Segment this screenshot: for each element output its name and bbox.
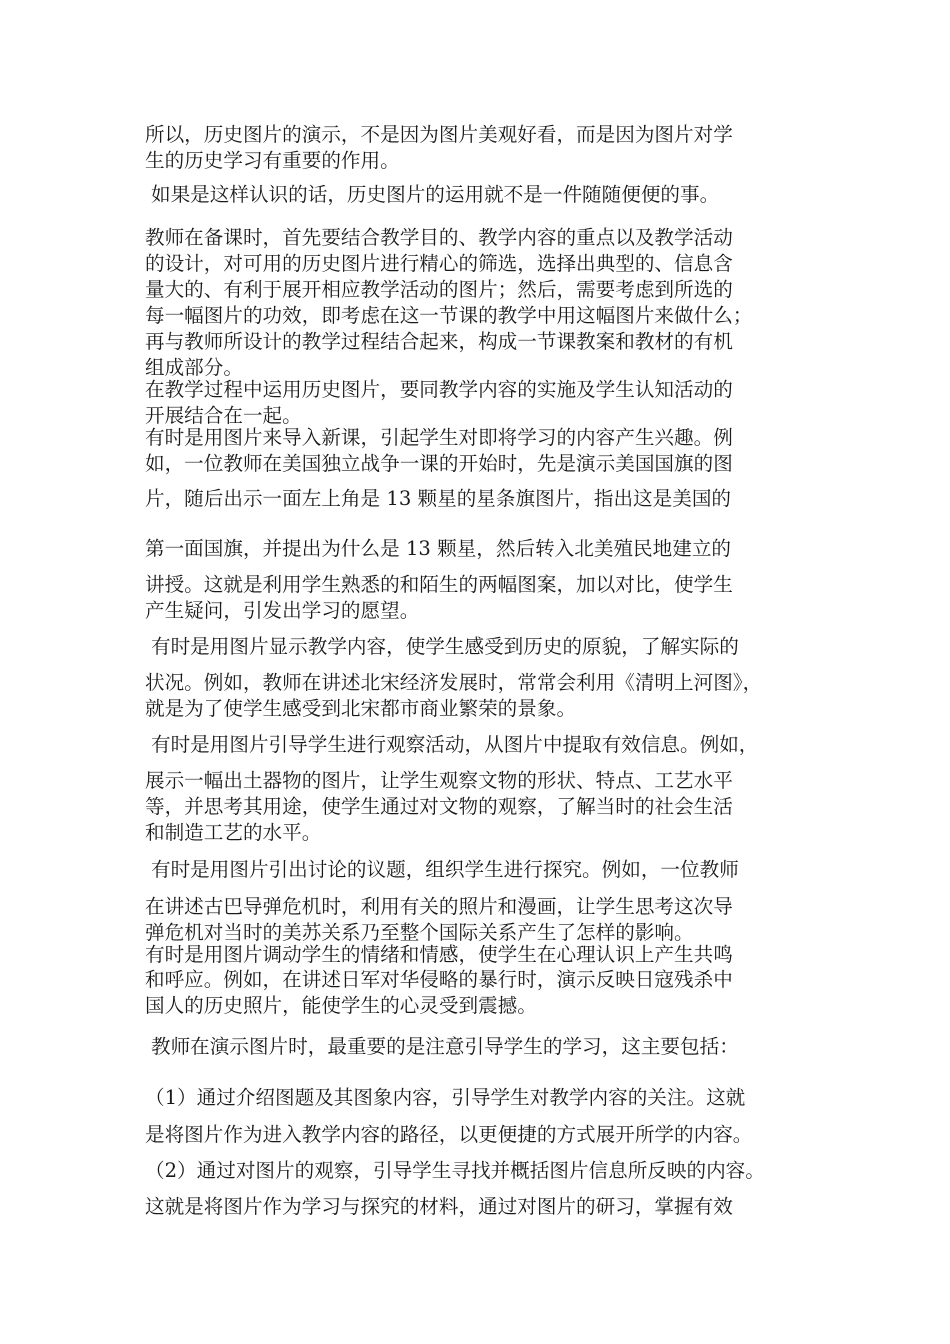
- text-line: 片，随后出示一面左上角是 13 颗星的星条旗图片，指出这是美国的: [145, 487, 732, 510]
- text-line: 组成部分。: [145, 356, 243, 379]
- text-line: 和呼应。例如，在讲述日军对华侵略的暴行时，演示反映日寇残杀中: [145, 968, 733, 991]
- text-line: 有时是用图片引出讨论的议题，组织学生进行探究。例如，一位教师: [151, 858, 739, 881]
- text-line: 教师在演示图片时，最重要的是注意引导学生的学习，这主要包括：: [151, 1035, 739, 1058]
- text-line: 有时是用图片来导入新课，引起学生对即将学习的内容产生兴趣。例: [145, 426, 733, 449]
- text-line: 产生疑问，引发出学习的愿望。: [145, 599, 420, 622]
- text-line: 有时是用图片引导学生进行观察活动，从图片中提取有效信息。例如，: [151, 733, 759, 756]
- text-line: 展示一幅出土器物的图片，让学生观察文物的形状、特点、工艺水平: [145, 769, 733, 792]
- text-line: （1）通过介绍图题及其图象内容，引导学生对教学内容的关注。这就: [145, 1086, 746, 1109]
- text-line: 有时是用图片显示教学内容，使学生感受到历史的原貌，了解实际的: [151, 635, 739, 658]
- text-line: 是将图片作为进入教学内容的路径，以更便捷的方式展开所学的内容。: [145, 1123, 753, 1146]
- text-line: 就是为了使学生感受到北宋都市商业繁荣的景象。: [145, 697, 577, 720]
- text-line: （2）通过对图片的观察，引导学生寻找并概括图片信息所反映的内容。: [145, 1159, 765, 1182]
- text-line: 讲授。这就是利用学生熟悉的和陌生的两幅图案，加以对比，使学生: [145, 573, 733, 596]
- text-line: 等，并思考其用途，使学生通过对文物的观察，了解当时的社会生活: [145, 795, 733, 818]
- text-line: 状况。例如，教师在讲述北宋经济发展时，常常会利用《清明上河图》，: [145, 671, 763, 694]
- text-line: 有时是用图片调动学生的情绪和情感，使学生在心理认识上产生共鸣: [145, 943, 733, 966]
- text-line: 开展结合在一起。: [145, 404, 302, 427]
- text-line: 所以，历史图片的演示，不是因为图片美观好看，而是因为图片对学: [145, 123, 733, 146]
- text-line: 生的历史学习有重要的作用。: [145, 149, 400, 172]
- text-line: 这就是将图片作为学习与探究的材料，通过对图片的研习，掌握有效: [145, 1195, 733, 1218]
- text-line: 再与教师所设计的教学过程结合起来，构成一节课教案和教材的有机: [145, 330, 733, 353]
- text-line: 每一幅图片的功效，即考虑在这一节课的教学中用这幅图片来做什么；: [145, 304, 753, 327]
- text-line: 如，一位教师在美国独立战争一课的开始时，先是演示美国国旗的图: [145, 452, 733, 475]
- text-line: 第一面国旗，并提出为什么是 13 颗星，然后转入北美殖民地建立的: [145, 537, 732, 560]
- text-line: 的设计，对可用的历史图片进行精心的筛选，选择出典型的、信息含: [145, 252, 733, 275]
- text-line: 教师在备课时，首先要结合教学目的、教学内容的重点以及教学活动: [145, 226, 733, 249]
- text-line: 国人的历史照片，能使学生的心灵受到震撼。: [145, 994, 537, 1017]
- text-line: 在教学过程中运用历史图片，要同教学内容的实施及学生认知活动的: [145, 378, 733, 401]
- text-line: 如果是这样认识的话，历史图片的运用就不是一件随随便便的事。: [151, 183, 720, 206]
- text-line: 量大的、有利于展开相应教学活动的图片；然后，需要考虑到所选的: [145, 278, 733, 301]
- text-line: 弹危机对当时的美苏关系乃至整个国际关系产生了怎样的影响。: [145, 921, 694, 944]
- text-line: 在讲述古巴导弹危机时，利用有关的照片和漫画，让学生思考这次导: [145, 895, 733, 918]
- text-line: 和制造工艺的水平。: [145, 821, 322, 844]
